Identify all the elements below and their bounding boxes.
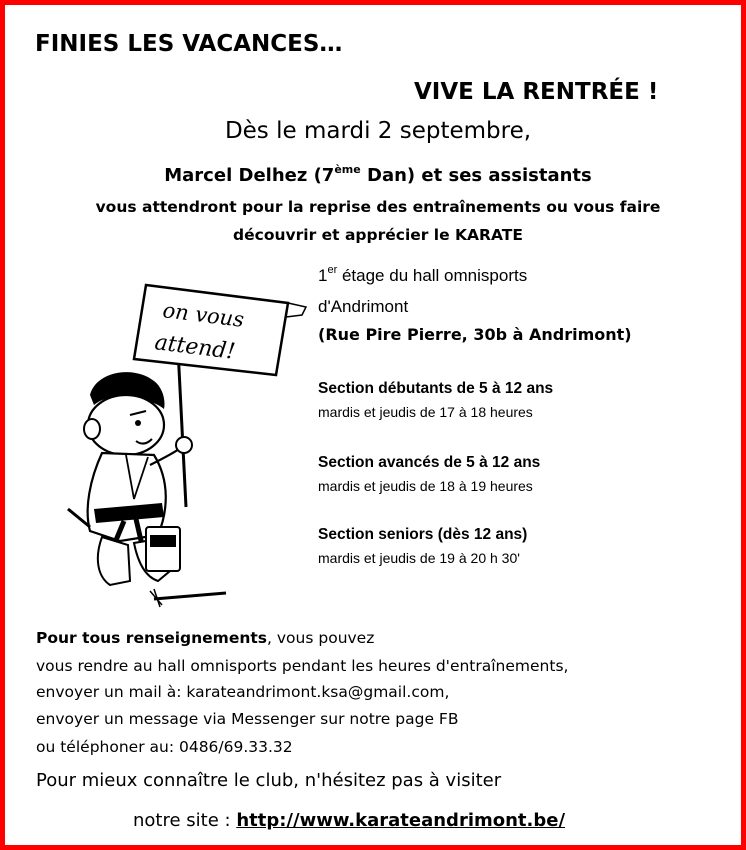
info-email-line: envoyer un mail à: karateandrimont.ksa@gmail.com,	[36, 683, 450, 701]
sign-text-line-2: attend!	[153, 330, 237, 365]
website-label: notre site :	[133, 810, 237, 831]
section-schedule: mardis et jeudis de 18 à 19 heures	[318, 478, 533, 494]
heading-line-2: VIVE LA RENTRÉE !	[414, 79, 659, 105]
floor-rest: étage du hall omnisports	[337, 266, 528, 285]
invitation-line-1: vous attendront pour la reprise des entraînements ou vous faire	[95, 198, 661, 216]
website-line	[133, 810, 565, 831]
instructor-name-suffix: Dan) et ses assistants	[360, 165, 592, 186]
floor-sup: er	[327, 264, 338, 276]
info-phone-line: ou téléphoner au: 0486/69.33.32	[36, 738, 293, 756]
heading-line-1: FINIES LES VACANCES…	[35, 31, 343, 57]
location-line-2: d'Andrimont	[318, 297, 409, 316]
address: (Rue Pire Pierre, 30b à Andrimont)	[318, 325, 632, 344]
info-line-1	[36, 629, 374, 647]
info-line-2: vous rendre au hall omnisports pendant les heures d'entraînements,	[36, 657, 569, 675]
info-lead-rest: , vous pouvez	[267, 629, 375, 647]
karate-kid-illustration	[50, 259, 310, 619]
sign-text-line-1: on vous	[161, 298, 246, 332]
section-title: Section seniors (dès 12 ans)	[318, 526, 528, 543]
website-link[interactable]: http://www.karateandrimont.be/	[236, 810, 566, 831]
location-line-1	[318, 266, 527, 286]
info-lead: Pour tous renseignements	[36, 629, 268, 647]
instructor-rank-sup: ème	[334, 163, 361, 176]
start-date: Dès le mardi 2 septembre,	[224, 118, 532, 144]
paint-bucket	[146, 527, 180, 571]
section-title: Section débutants de 5 à 12 ans	[318, 380, 554, 397]
instructor-line	[5, 165, 746, 186]
section-schedule: mardis et jeudis de 19 à 20 h 30'	[318, 550, 520, 566]
floor-number: 1	[318, 266, 328, 285]
info-messenger-line: envoyer un message via Messenger sur notre page FB	[36, 710, 459, 728]
invitation-line-2: découvrir et apprécier le KARATE	[233, 226, 523, 244]
club-invite: Pour mieux connaître le club, n'hésitez pas à visiter	[36, 770, 502, 791]
section-title: Section avancés de 5 à 12 ans	[318, 454, 541, 471]
section-schedule: mardis et jeudis de 17 à 18 heures	[318, 404, 533, 420]
instructor-name-prefix: Marcel Delhez (7	[164, 165, 335, 186]
sign-pole	[178, 349, 186, 507]
